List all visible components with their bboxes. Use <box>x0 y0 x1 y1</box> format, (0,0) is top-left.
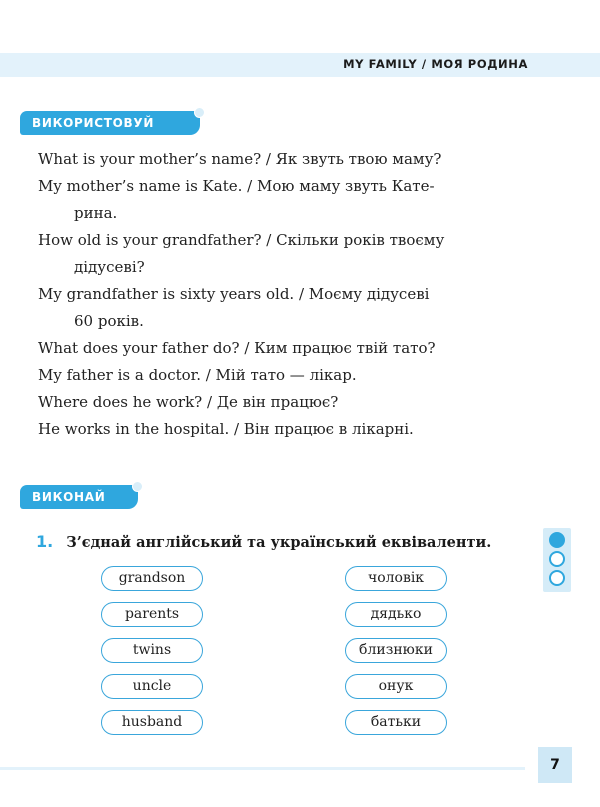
level-dot-icon <box>549 551 565 567</box>
tag-dot-icon <box>132 481 143 492</box>
footer-rule <box>0 767 525 770</box>
english-word[interactable]: uncle <box>101 674 203 699</box>
dialog-line: My mother’s name is Kate. / Мою маму звуть Кате- <box>38 177 435 195</box>
dialog-line: How old is your grandfather? / Скільки років твоєму <box>38 231 445 249</box>
section-tag-use-label: ВИКОРИСТОВУЙ <box>32 116 155 130</box>
tag-dot-icon <box>194 107 205 118</box>
task-instruction <box>36 532 491 551</box>
section-tag-use <box>20 111 200 135</box>
ukrainian-word[interactable]: дядько <box>345 602 447 627</box>
english-word[interactable]: parents <box>101 602 203 627</box>
dialog-line: My grandfather is sixty years old. / Моєму дідусеві <box>38 285 430 303</box>
dialog-line: What is your mother’s name? / Як звуть твою маму? <box>38 150 442 168</box>
dialog-line: 60 років. <box>74 312 144 330</box>
ukrainian-word[interactable]: чоловік <box>345 566 447 591</box>
ukrainian-word[interactable]: онук <box>345 674 447 699</box>
ukrainian-word[interactable]: батьки <box>345 710 447 735</box>
dialog-line: What does your father do? / Ким працює твій тато? <box>38 339 436 357</box>
section-tag-do <box>20 485 138 509</box>
level-dot-icon <box>549 532 565 548</box>
english-word[interactable]: husband <box>101 710 203 735</box>
page-number: 7 <box>538 747 572 783</box>
task-number: 1. <box>36 532 54 551</box>
section-tag-do-label: ВИКОНАЙ <box>32 490 106 504</box>
dialog-block <box>38 146 528 443</box>
english-word[interactable]: grandson <box>101 566 203 591</box>
running-header: MY FAMILY / МОЯ РОДИНА <box>343 57 528 71</box>
dialog-line: Where does he work? / Де він працює? <box>38 393 339 411</box>
difficulty-indicator <box>543 528 571 592</box>
level-dot-icon <box>549 570 565 586</box>
dialog-line: My father is a doctor. / Мій тато — лікар. <box>38 366 357 384</box>
dialog-line: He works in the hospital. / Він працює в лікарні. <box>38 420 414 438</box>
dialog-line: дідусеві? <box>74 258 145 276</box>
dialog-line: рина. <box>74 204 118 222</box>
task-text: З’єднай англійський та український еквіваленти. <box>66 534 492 551</box>
english-word[interactable]: twins <box>101 638 203 663</box>
ukrainian-word[interactable]: близнюки <box>345 638 447 663</box>
